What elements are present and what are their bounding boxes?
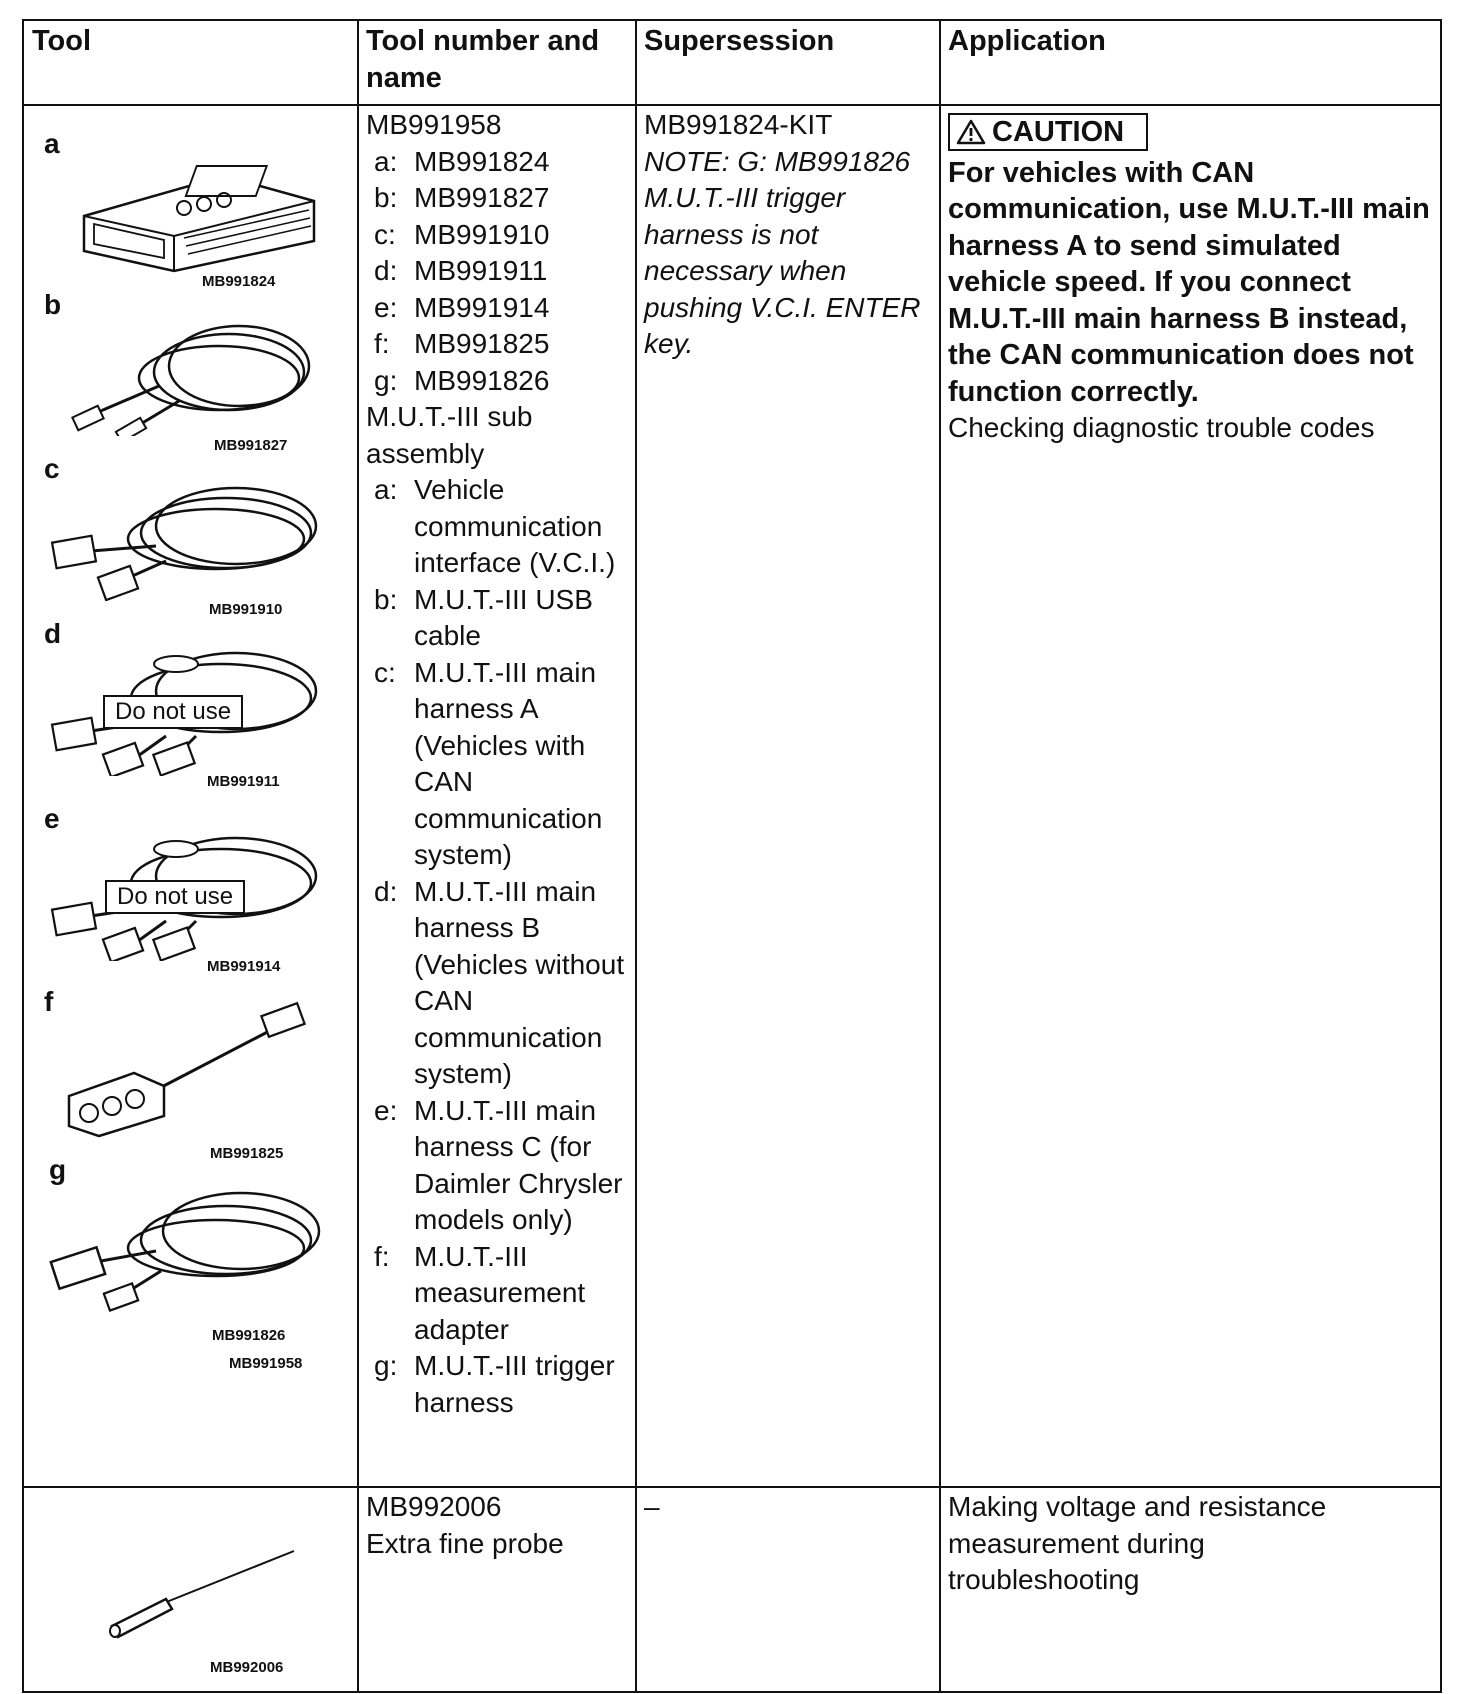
probe-number-cell: [366, 1489, 631, 1562]
tool-letter-c: c: [44, 453, 60, 484]
header-supersession: Supersession: [644, 25, 835, 57]
trigger-harness-illustration: [46, 1176, 331, 1316]
column-divider: [939, 21, 941, 1691]
application-cell: [948, 107, 1436, 447]
sub-assembly-item: c: M.U.T.-III main harness A (Vehicles with CAN communication system): [374, 656, 603, 870]
header-tool-number-and-name: Tool number and name: [366, 25, 600, 94]
sub-assembly-item: e: M.U.T.-III main harness C (for Daimler Chrysler models only): [374, 1094, 623, 1235]
caution-box: [948, 113, 1148, 151]
usb-cable-illustration: [49, 306, 329, 436]
sub-assembly-item: f: M.U.T.-III measurement adapter: [374, 1240, 586, 1345]
tool-label-mb991910: MB991910: [209, 601, 283, 618]
tool-letter-e: e: [44, 803, 60, 834]
header-application: Application: [948, 25, 1106, 57]
part-list-item: e: MB991914: [374, 291, 550, 323]
probe-number: MB992006: [366, 1491, 502, 1522]
sub-assembly-item: b: M.U.T.-III USB cable: [374, 583, 593, 651]
part-list-item: c: MB991910: [374, 218, 550, 250]
column-divider: [357, 21, 359, 1691]
tool-letter-g: g: [49, 1154, 67, 1185]
supersession-kit: MB991824-KIT: [644, 109, 833, 140]
header-divider: [24, 104, 1440, 106]
supersession-cell: [644, 107, 934, 363]
tool-label-mb991914: MB991914: [207, 958, 281, 975]
sub-assembly-item: g: M.U.T.-III trigger harness: [374, 1350, 615, 1418]
do-not-use-label: Do not use: [105, 880, 245, 914]
part-list-item: f: MB991825: [374, 328, 550, 359]
probe-supersession: –: [644, 1491, 660, 1522]
row-divider: [24, 1486, 1440, 1488]
do-not-use-label: Do not use: [103, 695, 243, 729]
application-text: Checking diagnostic trouble codes: [948, 412, 1375, 443]
caution-text: For vehicles with CAN communication, use M.U.T.-III main harness A to send simulated vehicle speed. If you connect M.U.T.-III main harness B instead, the CAN communication does not function correctly.: [948, 156, 1430, 408]
tool-label-mb991825: MB991825: [210, 1145, 284, 1162]
sub-assembly-item: d: M.U.T.-III main harness B (Vehicles without CAN communication system): [374, 875, 625, 1089]
caution-label: CAUTION: [992, 115, 1125, 148]
tool-label-mb992006: MB992006: [210, 1659, 284, 1676]
column-divider: [635, 21, 637, 1691]
part-list-item: d: MB991911: [374, 255, 548, 286]
probe-name: Extra fine probe: [366, 1527, 564, 1559]
tool-label-mb991826: MB991826: [212, 1327, 286, 1344]
tool-letter-d: d: [44, 618, 62, 649]
special-tools-table: [22, 19, 1442, 1693]
tool-number-cell: [366, 107, 631, 1421]
extra-fine-probe-illustration: [104, 1531, 304, 1641]
sub-assembly-item: a: Vehicle communication interface (V.C.I.): [374, 474, 616, 578]
main-harness-a-illustration: [46, 471, 331, 601]
vci-device-illustration: [74, 146, 324, 276]
probe-application: Making voltage and resistance measurement during troubleshooting: [948, 1491, 1327, 1595]
tool-label-mb991824: MB991824: [202, 273, 276, 290]
tool-number: MB991958: [366, 109, 502, 140]
measurement-adapter-illustration: [64, 1001, 334, 1141]
sub-assembly-title: M.U.T.-III sub assembly: [366, 401, 533, 469]
tool-letter-a: a: [44, 128, 60, 159]
tool-label-mb991827: MB991827: [214, 437, 288, 454]
header-tool: Tool: [32, 25, 92, 57]
tool-label-mb991958: MB991958: [229, 1355, 303, 1372]
part-list-item: a: MB991824: [374, 145, 550, 177]
tool-letter-b: b: [44, 289, 62, 320]
part-list-item: b: MB991827: [374, 182, 550, 213]
tool-letter-f: f: [44, 986, 54, 1017]
part-list-item: g: MB991826: [374, 364, 550, 396]
warning-triangle-icon: [956, 119, 986, 145]
tool-label-mb991911: MB991911: [207, 773, 280, 790]
supersession-note: NOTE: G: MB991826 M.U.T.-III trigger harness is not necessary when pushing V.C.I. ENTER key.: [644, 145, 921, 359]
